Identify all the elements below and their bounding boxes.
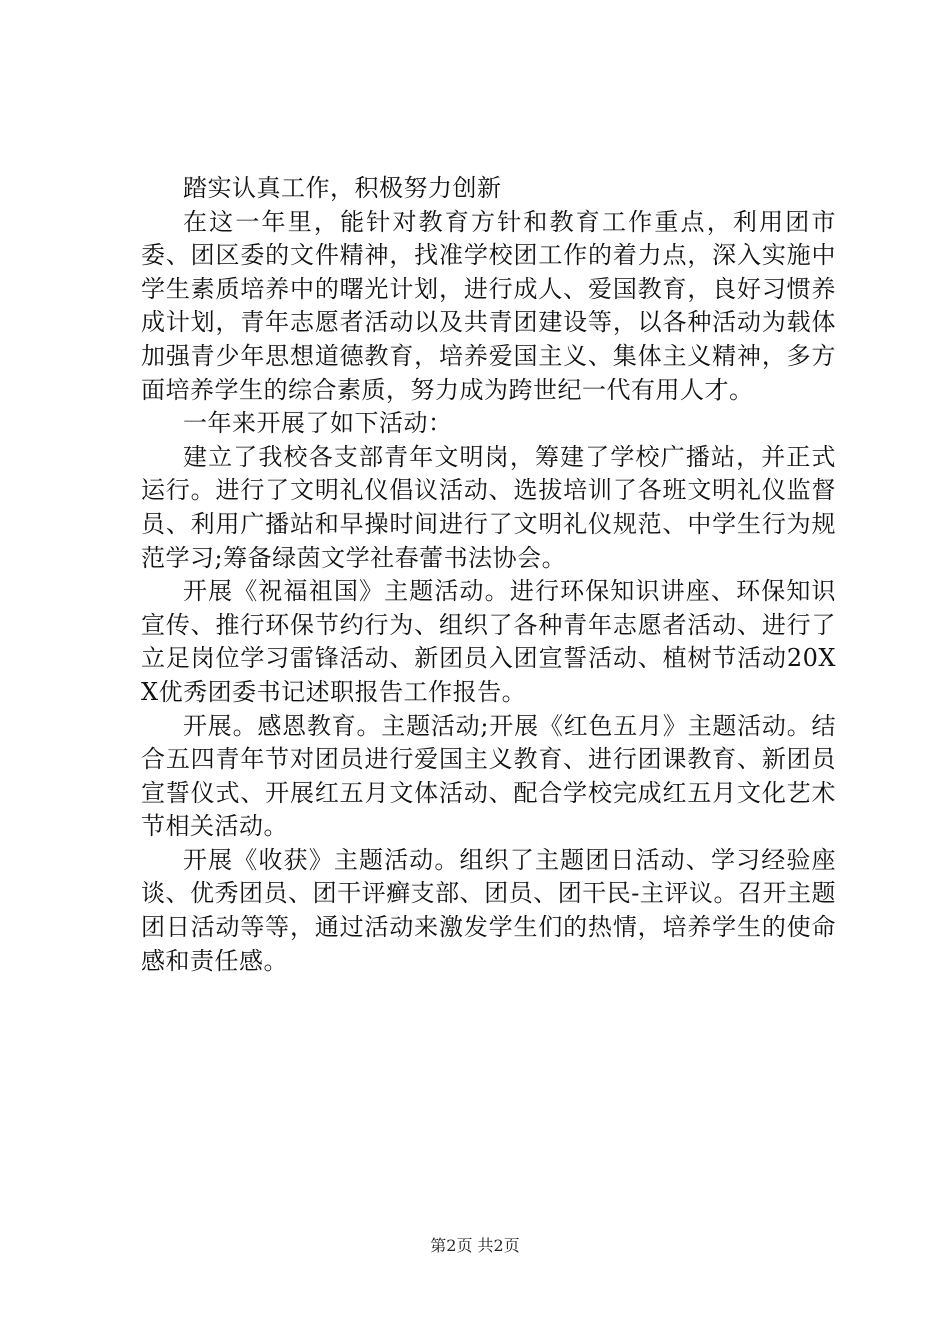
paragraph-activities-lead: 一年来开展了如下活动：: [183, 409, 453, 438]
paragraph-bless-motherland: 开展《祝福祖国》主题活动。进行环保知识讲座、环保知识宣传、推行环保节约行为、组织了各种青年志愿者活动、进行了立足岗位学习雷锋活动、新团员入团宣誓活动、植树节活动20XX优秀团委书记述职报告工作报告。: [141, 577, 836, 706]
page-footer: [0, 1236, 950, 1256]
paragraph-harvest: 开展《收获》主题活动。组织了主题团日活动、学习经验座谈、优秀团员、团干评癣支部、团员、团干民-主评议。召开主题团日活动等等，通过活动来激发学生们的热情，培养学生的使命感和责任感。: [141, 845, 836, 975]
paragraph-red-may: 开展。感恩教育。主题活动;开展《红色五月》主题活动。结合五四青年节对团员进行爱国主义教育、进行团课教育、新团员宣誓仪式、开展红五月文体活动、配合学校完成红五月文化艺术节相关活动。: [141, 711, 836, 841]
paragraph-intro: 在这一年里，能针对教育方针和教育工作重点，利用团市委、团区委的文件精神，找准学校团工作的着力点，深入实施中学生素质培养中的曙光计划，进行成人、爱国教育，良好习惯养成计划，青年志愿者活动以及共青团建设等，以各种活动为载体加强青少年思想道德教育，培养爱国主义、集体主义精神，多方面培养学生的综合素质，努力成为跨世纪一代有用人才。: [141, 207, 836, 404]
paragraph-civility-post: 建立了我校各支部青年文明岗，筹建了学校广播站，并正式运行。进行了文明礼仪倡议活动、选拔培训了各班文明礼仪监督员、利用广播站和早操时间进行了文明礼仪规范、中学生行为规范学习;筹备绿茵文学社春蕾书法协会。: [141, 442, 836, 572]
page-number: 第2页 共2页: [430, 1236, 520, 1255]
document-body: [141, 172, 836, 978]
section-heading: 踏实认真工作，积极努力创新: [183, 174, 502, 202]
